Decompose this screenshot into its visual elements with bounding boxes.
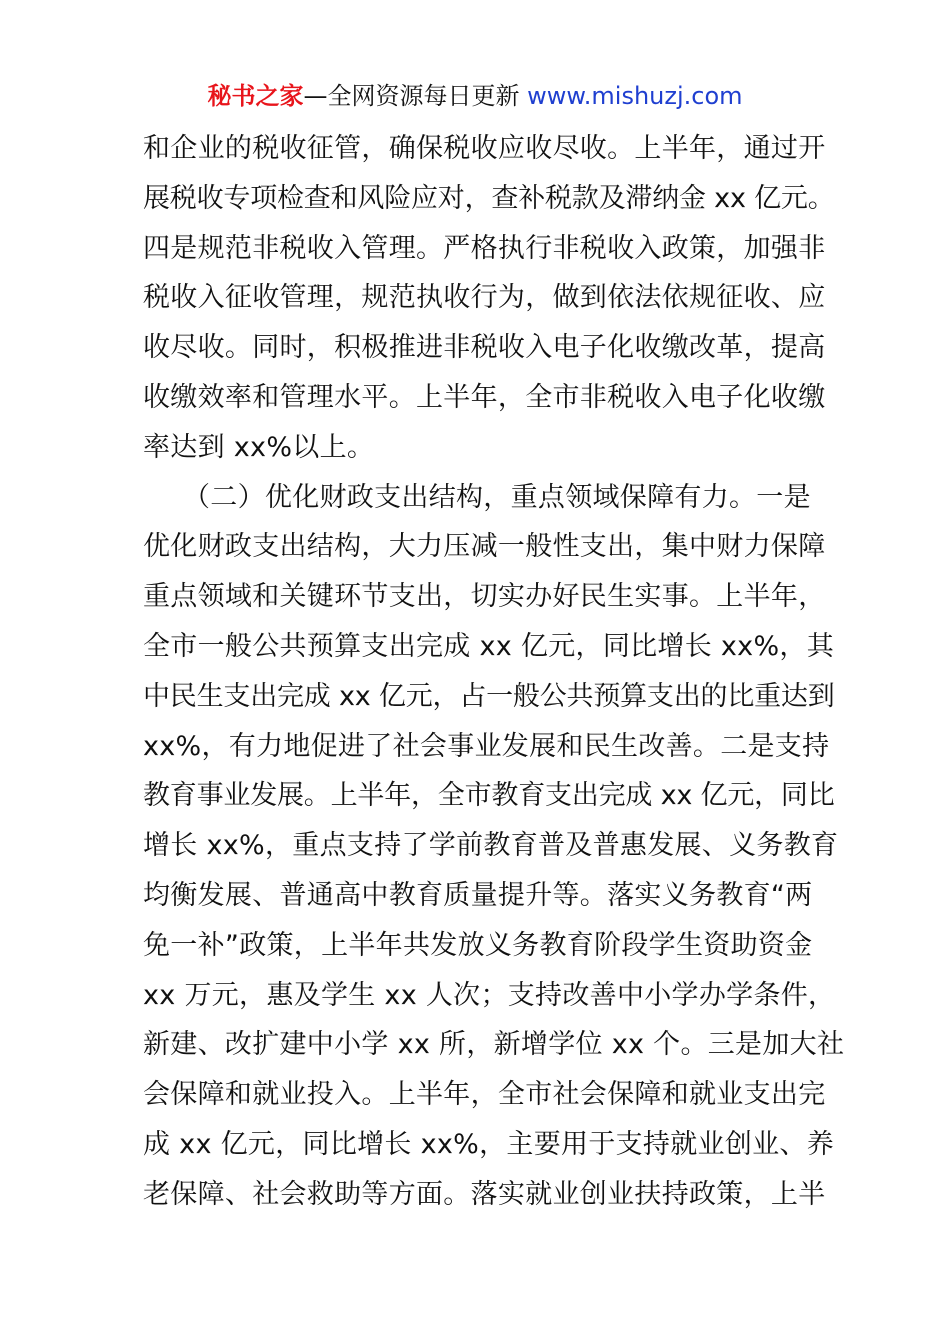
text-line: 税收入征收管理，规范执收行为，做到依法依规征收、应 [143,282,826,314]
text-line: 成 xx 亿元，同比增长 xx%，主要用于支持就业创业、养 [143,1128,835,1160]
text-line: 全市一般公共预算支出完成 xx 亿元，同比增长 xx%，其 [143,630,835,662]
site-header [0,80,950,112]
site-url-link[interactable]: www.mishuzj.com [527,82,743,110]
text-line: 率达到 xx%以上。 [143,431,375,463]
section-heading-line: （二）优化财政支出结构，重点领域保障有力。一是 [183,481,811,513]
text-line: 和企业的税收征管，确保税收应收尽收。上半年，通过开 [143,133,826,164]
text-line: 教育事业发展。上半年，全市教育支出完成 xx 亿元，同比 [143,780,835,812]
text-line: 新建、改扩建中小学 xx 所，新增学位 xx 个。三是加大社 [143,1029,845,1061]
text-line: 均衡发展、普通高中教育质量提升等。落实义务教育“两 [143,879,813,911]
site-brand: 秘书之家 [207,82,304,110]
text-line: 增长 xx%，重点支持了学前教育普及普惠发展、义务教育 [143,830,839,862]
site-tagline: —全网资源每日更新 [303,82,520,110]
text-line: xx%，有力地促进了社会事业发展和民生改善。二是支持 [143,730,830,762]
text-line: 优化财政支出结构，大力压减一般性支出，集中财力保障 [143,531,826,563]
text-line: 免一补”政策，上半年共发放义务教育阶段学生资助资金 [143,929,813,961]
text-line: 重点领域和关键环节支出，切实办好民生实事。上半年， [143,581,826,613]
text-line: 收尽收。同时，积极推进非税收入电子化收缴改革，提高 [143,332,826,364]
document-body [143,124,845,1220]
text-line: 展税收专项检查和风险应对，查补税款及滞纳金 xx 亿元。 [143,182,835,214]
text-line: 会保障和就业投入。上半年，全市社会保障和就业支出完 [143,1079,826,1111]
text-line: 收缴效率和管理水平。上半年，全市非税收入电子化收缴 [143,381,826,413]
text-line: 中民生支出完成 xx 亿元，占一般公共预算支出的比重达到 [143,680,835,712]
text-line: 老保障、社会救助等方面。落实就业创业扶持政策，上半 [143,1178,826,1210]
text-line: xx 万元，惠及学生 xx 人次；支持改善中小学办学条件， [143,979,836,1011]
text-line: 四是规范非税收入管理。严格执行非税收入政策，加强非 [143,232,826,264]
